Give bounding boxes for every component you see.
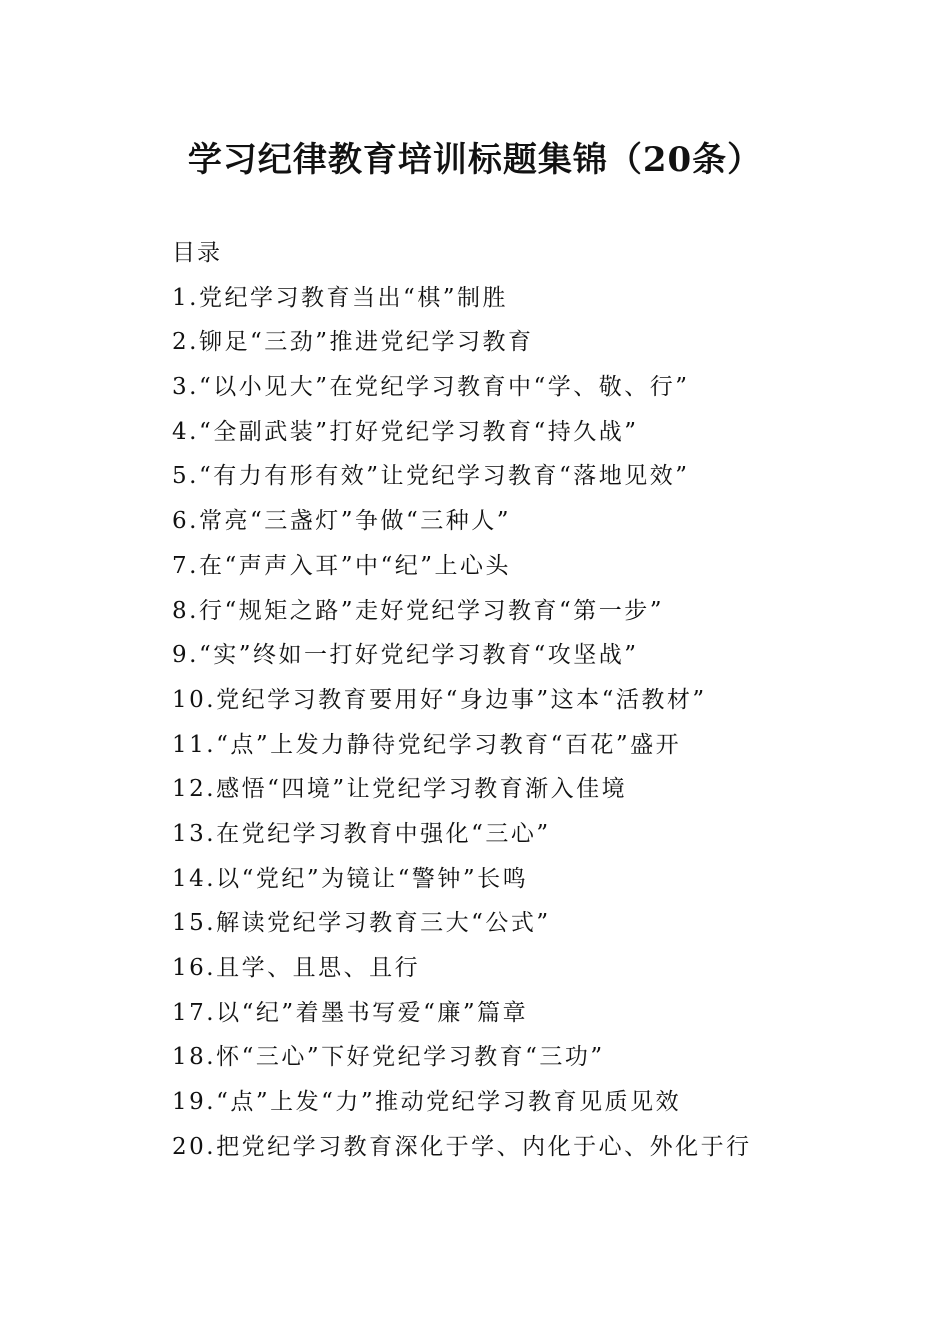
toc-item: 3.“以小见大”在党纪学习教育中“学、敬、行” [172, 374, 690, 401]
toc-item: 8.行“规矩之路”走好党纪学习教育“第一步” [172, 597, 664, 624]
toc-item: 19.“点”上发“力”推动党纪学习教育见质见效 [172, 1089, 682, 1116]
toc-item: 5.“有力有形有效”让党纪学习教育“落地见效” [172, 463, 690, 490]
toc-item: 13.在党纪学习教育中强化“三心” [172, 820, 551, 847]
toc-item: 2.铆足“三劲”推进党纪学习教育 [172, 329, 534, 356]
table-of-contents [172, 231, 872, 1169]
toc-list [172, 276, 872, 1170]
toc-item: 15.解读党纪学习教育三大“公式” [172, 910, 551, 937]
document-title: 学习纪律教育培训标题集锦（20条） [187, 140, 763, 180]
toc-item: 1.党纪学习教育当出“棋”制胜 [172, 284, 508, 311]
toc-item: 9.“实”终如一打好党纪学习教育“攻坚战” [172, 642, 639, 669]
toc-item: 16.且学、且思、且行 [172, 955, 421, 981]
toc-item: 10.党纪学习教育要用好“身边事”这本“活教材” [172, 686, 707, 713]
toc-item: 20.把党纪学习教育深化于学、内化于心、外化于行 [172, 1133, 752, 1160]
toc-item: 11.“点”上发力静待党纪学习教育“百花”盛开 [172, 731, 682, 758]
toc-item: 14.以“党纪”为镜让“警钟”长鸣 [172, 865, 529, 892]
toc-item: 7.在“声声入耳”中“纪”上心头 [172, 552, 511, 579]
toc-item: 6.常亮“三盏灯”争做“三种人” [172, 508, 511, 535]
toc-item: 12.感悟“四境”让党纪学习教育渐入佳境 [172, 776, 628, 803]
toc-item: 17.以“纪”着墨书写爱“廉”篇章 [172, 999, 529, 1026]
toc-item: 18.怀“三心”下好党纪学习教育“三功” [172, 1044, 605, 1071]
toc-item: 4.“全副武装”打好党纪学习教育“持久战” [172, 418, 639, 445]
toc-heading: 目录 [172, 240, 222, 266]
